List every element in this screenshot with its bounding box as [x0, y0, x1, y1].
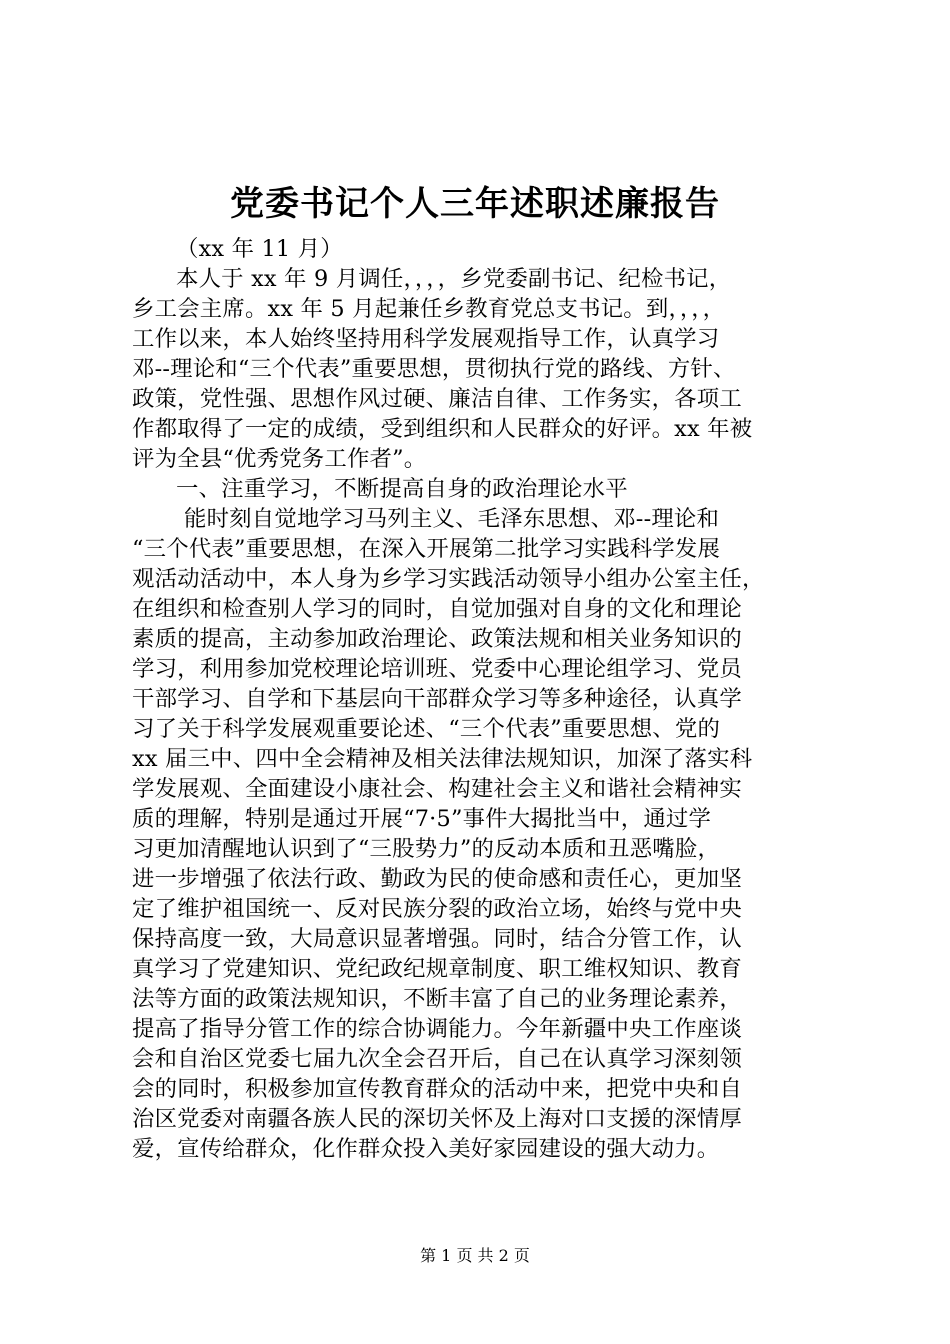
paragraph-line: 治区党委对南疆各族人民的深切关怀及上海对口支援的深情厚	[132, 1106, 742, 1132]
paragraph-line: 质的理解，特别是通过开展“7·5”事件大揭批当中，通过学	[132, 806, 712, 832]
paragraph-line: 保持高度一致，大局意识显著增强。同时，结合分管工作，认	[132, 926, 742, 952]
paragraph-line: 观活动活动中，本人身为乡学习实践活动领导小组办公室主任，	[132, 566, 765, 592]
paragraph-line: 习更加清醒地认识到了“三股势力”的反动本质和丑恶嘴脸，	[132, 836, 721, 862]
paragraph-line: 政策，党性强、思想作风过硬、廉洁自律、工作务实，各项工	[132, 386, 742, 412]
paragraph-line: 能时刻自觉地学习马列主义、毛泽东思想、邓--理论和	[184, 506, 720, 532]
paragraph-line: 学发展观、全面建设小康社会、构建社会主义和谐社会精神实	[132, 776, 742, 802]
paragraph-line: 会的同时，积极参加宣传教育群众的活动中来，把党中央和自	[132, 1076, 742, 1102]
paragraph-line: “三个代表”重要思想，在深入开展第二批学习实践科学发展	[132, 536, 721, 562]
page-number-footer: 第 1 页 共 2 页	[420, 1246, 530, 1265]
paragraph-line: 学习，利用参加党校理论培训班、党委中心理论组学习、党员	[132, 656, 742, 682]
paragraph-line: xx 届三中、四中全会精神及相关法律法规知识，加深了落实科	[132, 746, 753, 772]
paragraph-line: 爱，宣传给群众，化作群众投入美好家园建设的强大动力。	[132, 1136, 720, 1162]
paragraph-line: 作都取得了一定的成绩，受到组织和人民群众的好评。xx 年被	[132, 416, 753, 442]
section-heading: 一、注重学习，不断提高自身的政治理论水平	[176, 476, 628, 502]
paragraph-line: 素质的提高，主动参加政治理论、政策法规和相关业务知识的	[132, 626, 742, 652]
paragraph-line: 真学习了党建知识、党纪政纪规章制度、职工维权知识、教育	[132, 956, 742, 982]
paragraph-line: 评为全县“优秀党务工作者”。	[132, 446, 427, 472]
paragraph-line: 本人于 xx 年 9 月调任，，，，乡党委副书记、纪检书记，	[176, 266, 732, 292]
paragraph-line: 在组织和检查别人学习的同时，自觉加强对自身的文化和理论	[132, 596, 742, 622]
paragraph-line: 定了维护祖国统一、反对民族分裂的政治立场，始终与党中央	[132, 896, 742, 922]
document-title: 党委书记个人三年述职述廉报告	[230, 184, 720, 224]
date-line: （xx 年 11 月）	[176, 236, 343, 262]
paragraph-line: 法等方面的政策法规知识，不断丰富了自己的业务理论素养，	[132, 986, 742, 1012]
paragraph-line: 习了关于科学发展观重要论述、“三个代表”重要思想、党的	[132, 716, 721, 742]
paragraph-line: 邓--理论和“三个代表”重要思想，贯彻执行党的路线、方针、	[132, 356, 736, 382]
paragraph-line: 进一步增强了依法行政、勤政为民的使命感和责任心，更加坚	[132, 866, 742, 892]
paragraph-line: 会和自治区党委七届九次全会召开后，自己在认真学习深刻领	[132, 1046, 742, 1072]
paragraph-line: 干部学习、自学和下基层向干部群众学习等多种途径，认真学	[132, 686, 742, 712]
paragraph-line: 工作以来，本人始终坚持用科学发展观指导工作，认真学习	[132, 326, 720, 352]
paragraph-line: 乡工会主席。xx 年 5 月起兼任乡教育党总支书记。到，，，，	[132, 296, 726, 322]
paragraph-line: 提高了指导分管工作的综合协调能力。今年新疆中央工作座谈	[132, 1016, 742, 1042]
